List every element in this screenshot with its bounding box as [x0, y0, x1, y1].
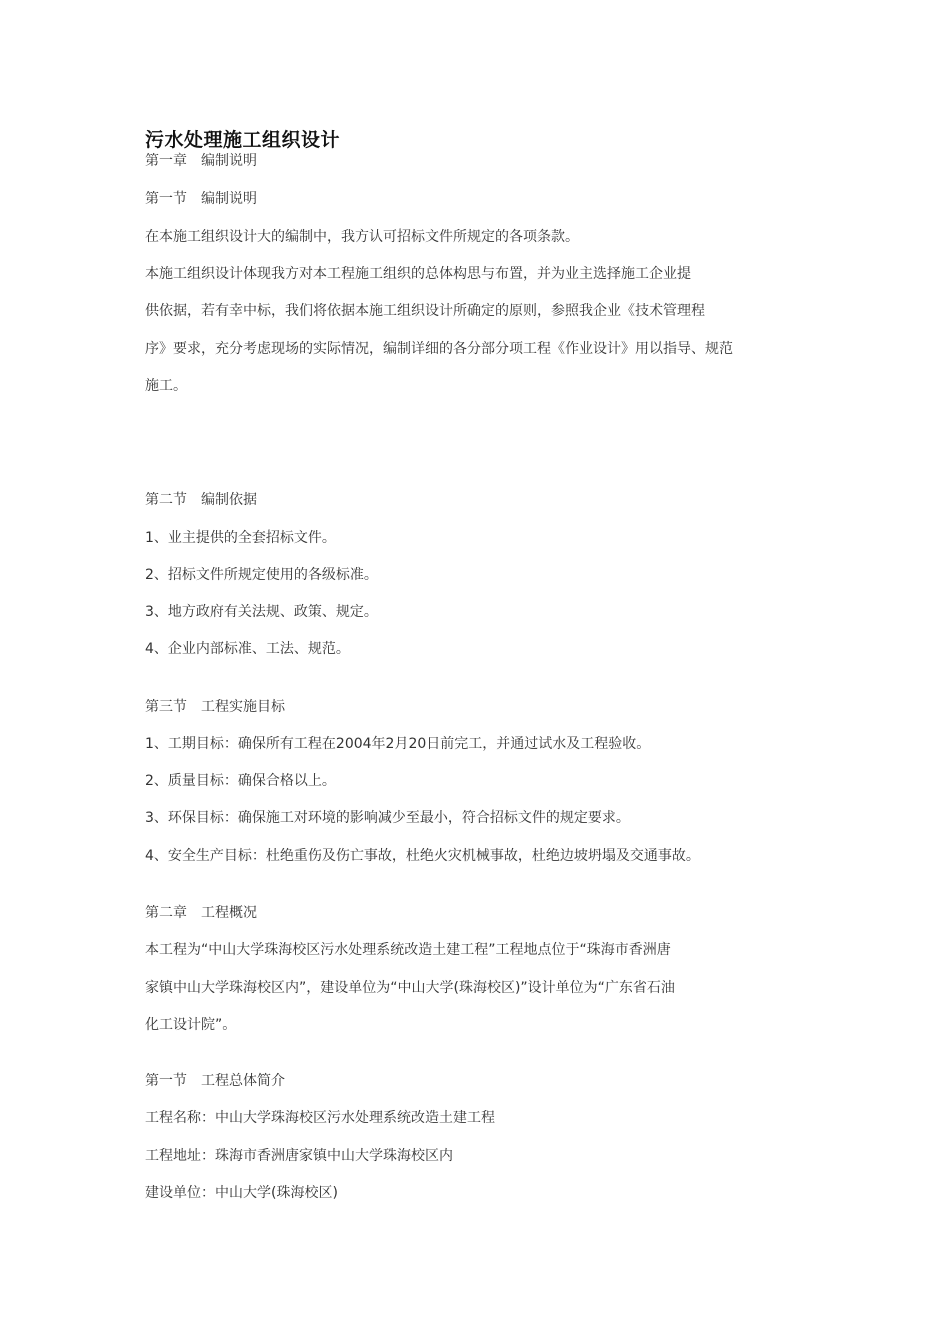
info-item: 建设单位：中山大学(珠海校区) [145, 1185, 338, 1201]
info-item: 工程地址：珠海市香洲唐家镇中山大学珠海校区内 [145, 1148, 453, 1164]
paragraph: 在本施工组织设计大的编制中，我方认可招标文件所规定的各项条款。 [145, 229, 579, 245]
paragraph-line: 供依据，若有幸中标，我们将依据本施工组织设计所确定的原则，参照我企业《技术管理程 [145, 303, 705, 319]
list-item: 3、地方政府有关法规、政策、规定。 [145, 604, 378, 620]
document-title: 污水处理施工组织设计 [145, 129, 341, 151]
chapter-2-section-1-heading: 第一节 工程总体简介 [145, 1073, 285, 1089]
chapter-1-heading: 第一章 编制说明 [145, 153, 257, 169]
paragraph-line: 化工设计院”。 [145, 1017, 237, 1033]
list-item: 1、业主提供的全套招标文件。 [145, 530, 336, 546]
paragraph-line: 家镇中山大学珠海校区内”，建设单位为“中山大学(珠海校区)”设计单位为“广东省石油 [145, 980, 675, 996]
paragraph-line: 序》要求，充分考虑现场的实际情况，编制详细的各分部分项工程《作业设计》用以指导、规范 [145, 341, 733, 357]
list-item: 3、环保目标：确保施工对环境的影响减少至最小，符合招标文件的规定要求。 [145, 810, 630, 826]
list-item: 4、企业内部标准、工法、规范。 [145, 641, 350, 657]
chapter-1-section-3-heading: 第三节 工程实施目标 [145, 699, 285, 715]
paragraph-line: 本工程为“中山大学珠海校区污水处理系统改造土建工程”工程地点位于“珠海市香洲唐 [145, 942, 671, 958]
chapter-2-heading: 第二章 工程概况 [145, 905, 257, 921]
paragraph-line: 本施工组织设计体现我方对本工程施工组织的总体构思与布置，并为业主选择施工企业提 [145, 266, 691, 282]
chapter-1-section-1-heading: 第一节 编制说明 [145, 191, 257, 207]
info-item: 工程名称：中山大学珠海校区污水处理系统改造土建工程 [145, 1110, 495, 1126]
list-item: 4、安全生产目标：杜绝重伤及伤亡事故，杜绝火灾机械事故，杜绝边坡坍塌及交通事故。 [145, 848, 700, 864]
list-item: 2、质量目标：确保合格以上。 [145, 773, 336, 789]
list-item: 2、招标文件所规定使用的各级标准。 [145, 567, 378, 583]
list-item: 1、工期目标：确保所有工程在2004年2月20日前完工，并通过试水及工程验收。 [145, 736, 651, 752]
chapter-1-section-2-heading: 第二节 编制依据 [145, 492, 257, 508]
paragraph-line: 施工。 [145, 378, 187, 394]
